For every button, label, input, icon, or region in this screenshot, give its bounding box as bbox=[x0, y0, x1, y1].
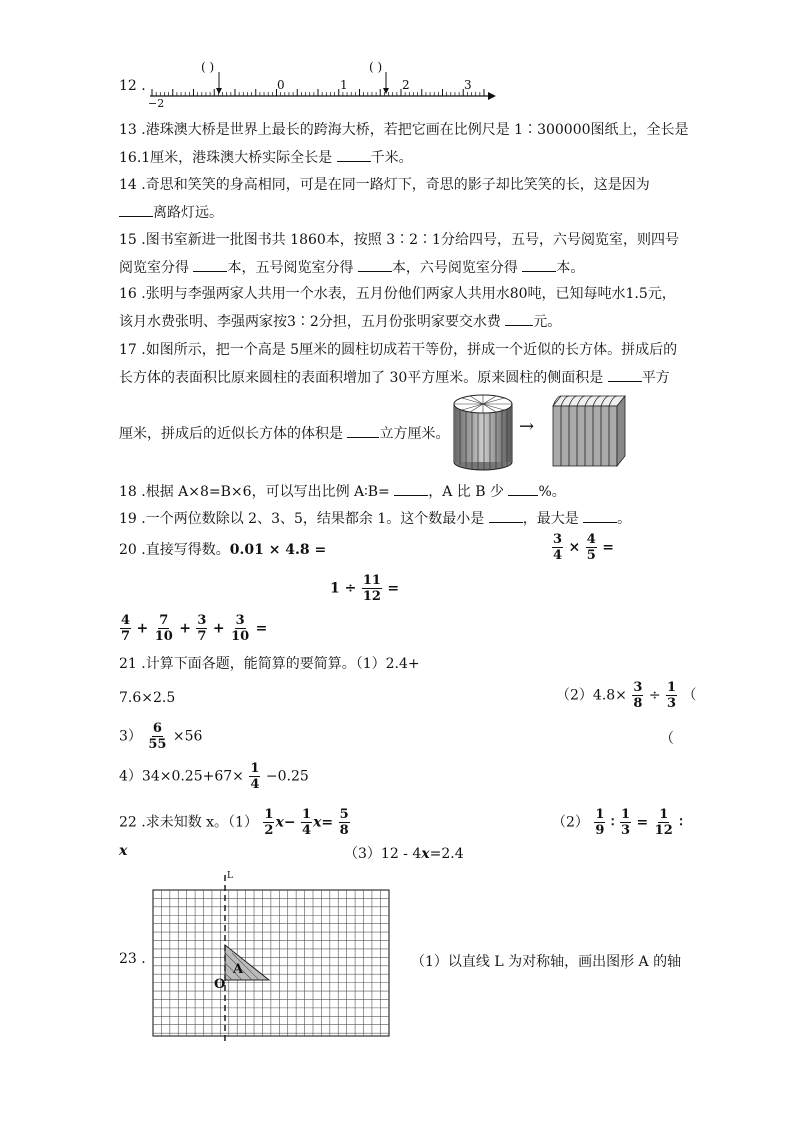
answer-blank[interactable] bbox=[337, 147, 371, 162]
q15-line1: 15 .图书室新进一批图书共 1860本，按照 3∶2∶1分给四号，五号，六号阅览室，则四号 bbox=[119, 232, 679, 248]
cuboid-figure bbox=[549, 392, 631, 472]
q21-part4: 4）34×0.25+67× $\frac{1}{4}$ −0.25 bbox=[119, 761, 309, 792]
arrow-icon: → bbox=[519, 416, 535, 437]
answer-blank[interactable] bbox=[119, 202, 153, 217]
q21-line2: 7.6×2.5 bbox=[119, 690, 176, 706]
answer-blank[interactable] bbox=[347, 423, 379, 438]
cylinder-figure bbox=[452, 392, 514, 472]
q17-line3: 厘米，拼成后的近似长方体的体积是 立方厘米。 bbox=[119, 423, 449, 444]
answer-blank[interactable] bbox=[193, 257, 227, 272]
tick-label: −2 bbox=[148, 97, 165, 110]
axis-label: L bbox=[227, 871, 233, 881]
q18: 18 .根据 A×8=B×6，可以写出比例 A∶B= ，A 比 B 少 %。 bbox=[119, 481, 566, 502]
origin-label: O bbox=[214, 977, 226, 992]
q19: 19 .一个两位数除以 2、3、5，结果都余 1。这个数最小是 ，最大是 。 bbox=[119, 508, 631, 529]
q14-line1: 14 .奇思和笑笑的身高相同，可是在同一路灯下，奇思的影子却比笑笑的长，这是因为 bbox=[119, 177, 650, 193]
answer-blank[interactable] bbox=[608, 367, 642, 382]
tick-label: 1 bbox=[340, 78, 348, 92]
q21-part3: 3） $\frac{6}{55}$ ×56 bbox=[119, 721, 203, 752]
q15-line2: 阅览室分得 本，五号阅览室分得 本，六号阅览室分得 本。 bbox=[119, 257, 584, 278]
tick-label: 3 bbox=[464, 78, 472, 92]
q20-expr2: $\frac{3}{4}$ × $\frac{4}{5}$ = bbox=[553, 532, 614, 563]
q22-part2: （2） $\frac{1}{9}$ ∶ $\frac{1}{3}$ = $\frac{1}{12}$ ∶ bbox=[552, 807, 683, 838]
tick-label: 0 bbox=[277, 78, 285, 92]
q22-part3: （3）12 - 4x=2.4 bbox=[344, 846, 464, 862]
q16-line2: 该月水费张明、李强两家按3∶2分担，五月份张明家要交水费 元。 bbox=[119, 311, 561, 332]
q21-paren: （ bbox=[660, 731, 674, 747]
q21-line1: 21 .计算下面各题，能简算的要简算。（1）2.4+ bbox=[119, 656, 420, 672]
answer-blank[interactable] bbox=[522, 257, 556, 272]
answer-blank[interactable] bbox=[583, 508, 617, 523]
q20-expr4: $\frac{4}{7}$ + $\frac{7}{10}$ + $\frac{3}{7}$ + $\frac{3}{10}$ = bbox=[121, 613, 268, 644]
q22-x: x bbox=[119, 843, 128, 859]
q13-line2: 16.1厘米，港珠澳大桥实际全长是 千米。 bbox=[119, 147, 413, 168]
q20-expr3: 1 ÷ $\frac{11}{12}$ = bbox=[330, 573, 400, 604]
shape-label: A bbox=[233, 962, 244, 977]
q12-number: 12 . bbox=[119, 78, 146, 94]
q12-blank-right[interactable]: ( ) bbox=[369, 60, 383, 74]
q17-line2: 长方体的表面积比原来圆柱的表面积增加了 30平方厘米。原来圆柱的侧面积是 平方 bbox=[119, 367, 670, 388]
answer-blank[interactable] bbox=[489, 508, 523, 523]
grid-figure bbox=[150, 873, 392, 1043]
q13-line1: 13 .港珠澳大桥是世界上最长的跨海大桥，若把它画在比例尺是 1∶300000图纸上，全长是 bbox=[119, 122, 689, 138]
answer-blank[interactable] bbox=[508, 481, 538, 496]
q17-line1: 17 .如图所示，把一个高是 5厘米的圆柱切成若干等份，拼成一个近似的长方体。拼成后的 bbox=[119, 342, 678, 358]
q23-text: （1）以直线 L 为对称轴，画出图形 A 的轴 bbox=[411, 954, 682, 970]
q22-part1: 22 .求未知数 x。（1） $\frac{1}{2}$ x− $\frac{1}{4}$ x= $\frac{5}{8}$ bbox=[119, 807, 349, 838]
q20-line1: 20 .直接写得数。0.01 × 4.8 = bbox=[119, 542, 327, 558]
answer-blank[interactable] bbox=[505, 311, 533, 326]
q14-line2: 离路灯远。 bbox=[119, 202, 223, 223]
answer-blank[interactable] bbox=[394, 481, 428, 496]
answer-blank[interactable] bbox=[358, 257, 392, 272]
q21-part2: （2）4.8× $\frac{3}{8}$ ÷ $\frac{1}{3}$ （ bbox=[556, 680, 697, 711]
q16-line1: 16 .张明与李强两家人共用一个水表，五月份他们两家人共用水80吨，已知每吨水1.5元， bbox=[119, 286, 676, 302]
q12-blank-left[interactable]: ( ) bbox=[201, 60, 215, 74]
q23-number: 23 . bbox=[119, 951, 146, 967]
tick-label: 2 bbox=[402, 78, 410, 92]
number-line bbox=[140, 58, 500, 110]
